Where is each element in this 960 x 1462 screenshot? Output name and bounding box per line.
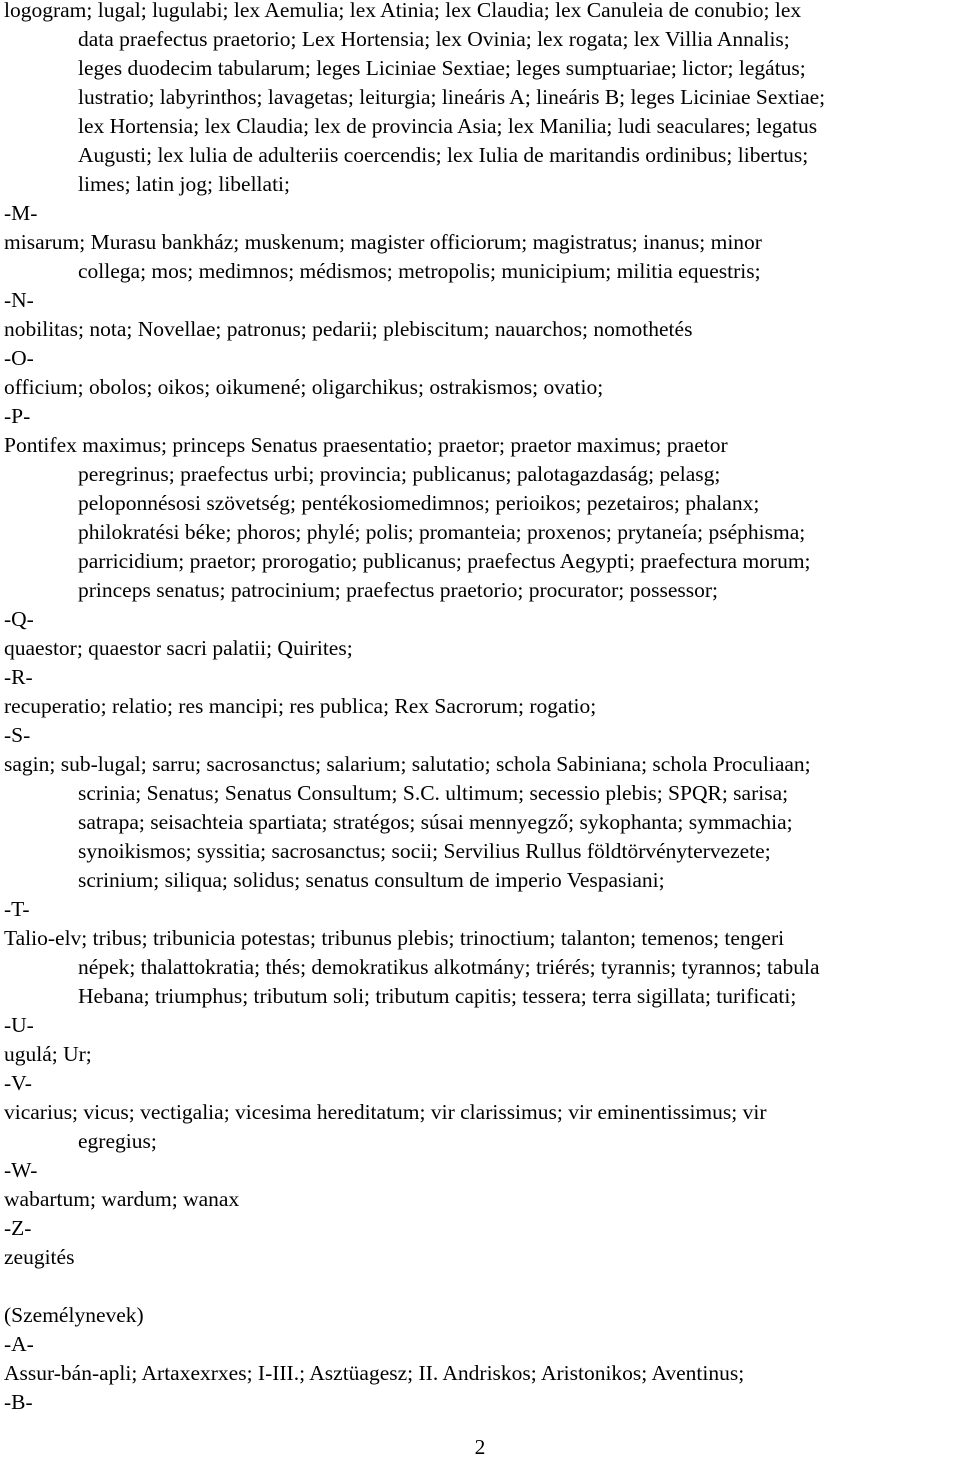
entry-line: scrinium; siliqua; solidus; senatus consultum de imperio Vespasiani; xyxy=(78,868,665,892)
entry-line: Pontifex maximus; princeps Senatus praesentatio; praetor; praetor maximus; praetor xyxy=(4,433,728,457)
entry-line: misarum; Murasu bankház; muskenum; magister officiorum; magistratus; inanus; minor xyxy=(4,230,762,254)
entry-line: ugulá; Ur; xyxy=(4,1042,92,1066)
index-entry-w xyxy=(0,1185,960,1214)
entry-line: princeps senatus; patrocinium; praefectus praetorio; procurator; possessor; xyxy=(78,578,719,602)
entry-line: satrapa; seisachteia spartiata; stratégos; súsai mennyegző; sykophanta; symmachia; xyxy=(78,810,793,834)
entry-line: sagin; sub-lugal; sarru; sacrosanctus; salarium; salutatio; schola Sabiniana; schola Proculiaan; xyxy=(4,752,811,776)
blank-line xyxy=(0,1272,960,1301)
section-heading-z: -Z- xyxy=(4,1216,32,1240)
section-heading-v: -V- xyxy=(4,1071,32,1095)
index-entry-s xyxy=(0,750,960,895)
entry-line: Talio-elv; tribus; tribunicia potestas; tribunus plebis; trinoctium; talanton; temenos; tengeri xyxy=(4,926,785,950)
section-heading-a: -A- xyxy=(4,1332,34,1356)
index-entry-r xyxy=(0,692,960,721)
entry-line: collega; mos; medimnos; médismos; metropolis; municipium; militia equestris; xyxy=(78,259,761,283)
entry-line: scrinia; Senatus; Senatus Consultum; S.C. ultimum; secessio plebis; SPQR; sarisa; xyxy=(78,781,789,805)
entry-line: lustratio; labyrinthos; lavagetas; leiturgia; lineáris A; lineáris B; leges Liciniae Sextiae; xyxy=(78,85,826,109)
index-entry-l xyxy=(0,0,960,199)
page-number: 2 xyxy=(474,1435,486,1459)
index-entry-a xyxy=(0,1359,960,1388)
entry-line: nobilitas; nota; Novellae; patronus; pedarii; plebiscitum; nauarchos; nomothetés xyxy=(4,317,693,341)
section-heading-w: -W- xyxy=(4,1158,38,1182)
index-entry-q xyxy=(0,634,960,663)
index-entry-p xyxy=(0,431,960,605)
index-entry-o xyxy=(0,373,960,402)
entry-line: limes; latin jog; libellati; xyxy=(78,172,290,196)
index-entry-z xyxy=(0,1243,960,1272)
entry-line: leges duodecim tabularum; leges Liciniae Sextiae; leges sumptuariae; lictor; legátus; xyxy=(78,56,806,80)
entry-line: népek; thalattokratia; thés; demokratikus alkotmány; triérés; tyrannis; tyrannos; tabula xyxy=(78,955,820,979)
entry-line: zeugités xyxy=(4,1245,75,1269)
entry-line: recuperatio; relatio; res mancipi; res publica; Rex Sacrorum; rogatio; xyxy=(4,694,597,718)
index-entry-n xyxy=(0,315,960,344)
section-heading-b: -B- xyxy=(4,1390,33,1414)
section-heading-p: -P- xyxy=(4,404,31,428)
section-heading-o: -O- xyxy=(4,346,34,370)
entry-line: Hebana; triumphus; tributum soli; tributum capitis; tessera; terra sigillata; turificati; xyxy=(78,984,797,1008)
section-heading-s: -S- xyxy=(4,723,31,747)
entry-line: officium; obolos; oikos; oikumené; oligarchikus; ostrakismos; ovatio; xyxy=(4,375,604,399)
entry-line: vicarius; vicus; vectigalia; vicesima hereditatum; vir clarissimus; vir eminentissimus; vir xyxy=(4,1100,767,1124)
entry-line: Assur-bán-apli; Artaxexrxes; I-III.; Asztüagesz; II. Andriskos; Aristonikos; Aventinus; xyxy=(4,1361,745,1385)
index-entry-t xyxy=(0,924,960,1011)
section-heading-m: -M- xyxy=(4,201,38,225)
entry-line: egregius; xyxy=(78,1129,157,1153)
section-heading-r: -R- xyxy=(4,665,33,689)
entry-line: logogram; lugal; lugulabi; lex Aemulia; lex Atinia; lex Claudia; lex Canuleia de conubio; lex xyxy=(4,0,802,22)
personal-names-heading: (Személynevek) xyxy=(4,1303,144,1327)
section-heading-q: -Q- xyxy=(4,607,34,631)
entry-line: quaestor; quaestor sacri palatii; Quirites; xyxy=(4,636,353,660)
index-entry-m xyxy=(0,228,960,286)
entry-line: parricidium; praetor; prorogatio; publicanus; praefectus Aegypti; praefectura morum; xyxy=(78,549,811,573)
section-heading-n: -N- xyxy=(4,288,34,312)
section-heading-t: -T- xyxy=(4,897,30,921)
entry-line: philokratési béke; phoros; phylé; polis; promanteia; proxenos; prytaneía; pséphisma; xyxy=(78,520,806,544)
entry-line: peloponnésosi szövetség; pentékosiomedimnos; perioikos; pezetairos; phalanx; xyxy=(78,491,760,515)
entry-line: Augusti; lex lulia de adulteriis coercendis; lex Iulia de maritandis ordinibus; libertus; xyxy=(78,143,809,167)
entry-line: data praefectus praetorio; Lex Hortensia; lex Ovinia; lex rogata; lex Villia Annalis; xyxy=(78,27,790,51)
entry-line: lex Hortensia; lex Claudia; lex de provincia Asia; lex Manilia; ludi seaculares; legatus xyxy=(78,114,818,138)
entry-line: wabartum; wardum; wanax xyxy=(4,1187,240,1211)
index-entry-u xyxy=(0,1040,960,1069)
entry-line: peregrinus; praefectus urbi; provincia; publicanus; palotagazdaság; pelasg; xyxy=(78,462,721,486)
entry-line: synoikismos; syssitia; sacrosanctus; socii; Servilius Rullus földtörvénytervezete; xyxy=(78,839,771,863)
index-entry-v xyxy=(0,1098,960,1156)
section-heading-u: -U- xyxy=(4,1013,34,1037)
